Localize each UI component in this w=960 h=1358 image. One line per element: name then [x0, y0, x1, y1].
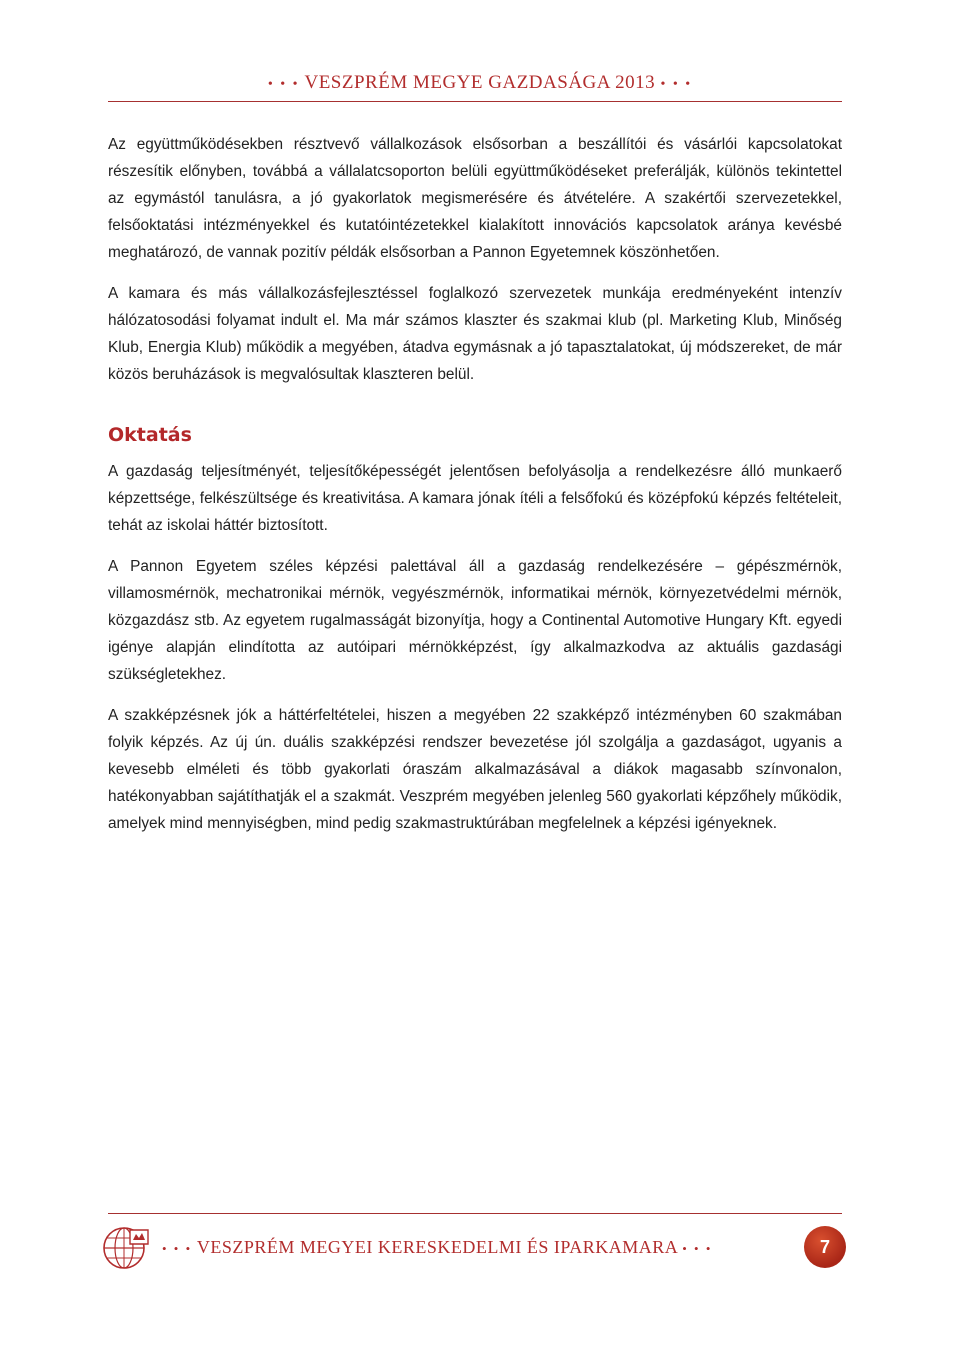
footer-dots-left: • • •	[162, 1241, 193, 1256]
header-dots-left: • • •	[267, 77, 300, 92]
header-dots-right: • • •	[660, 77, 693, 92]
header-title: VESZPRÉM MEGYE GAZDASÁGA 2013	[304, 72, 656, 93]
section-paragraph-3: A szakképzésnek jók a háttérfeltételei, hiszen a megyében 22 szakképző intézményben 60 szakmában folyik képzés. Az új ún. duális szakképzési rendszer bevezetése jól szolgálja a gazdaságot, ugyanis a kevesebb elméleti és több gyakorlati óraszám alkalmazásával a diákok magasabb színvonalon, hatékonyabban sajátíthatják el a szakmát. Veszprém megyében jelenleg 560 gyakorlati képzőhely működik, amelyek mind mennyiségben, mind pedig szakmastruktúrában megfelelnek a képzési igényeknek.	[108, 707, 842, 832]
footer-organization	[162, 1237, 712, 1258]
page-number: 7	[819, 1236, 830, 1257]
section-paragraph-1: A gazdaság teljesítményét, teljesítőképességét jelentősen befolyásolja a rendelkezésre álló munkaerő képzettsége, felkészültsége és kreativitása. A kamara jónak ítéli a felsőfokú és középfokú képzés feltételeit, tehát az iskolai háttér biztosított.	[108, 463, 842, 534]
page-body	[108, 131, 842, 851]
section-heading-oktatas: Oktatás	[108, 424, 192, 446]
footer-divider	[108, 1213, 842, 1214]
footer-org-name: VESZPRÉM MEGYEI KERESKEDELMI ÉS IPARKAMARA	[196, 1237, 678, 1257]
footer-dots-right: • • •	[682, 1241, 713, 1256]
section-paragraph-2: A Pannon Egyetem széles képzési palettával áll a gazdaság rendelkezésére – gépészmérnök, villamosmérnök, mechatronikai mérnök, vegyészmérnök, informatikai mérnök, környezetvédelmi mérnök, közgazdász stb. Az egyetem rugalmasságát bizonyítja, hogy a Continental Automotive Hungary Kft. egyedi igénye alapján elindította az autóipari mérnökképzést, így alkalmazkodva az aktuális gazdasági szükségletekhez.	[108, 558, 842, 683]
body-paragraph-1: Az együttműködésekben résztvevő vállalkozások elsősorban a beszállítói és vásárlói kapcsolatokat részesítik előnyben, továbbá a vállalatcsoporton belüli együttműködéseket preferálják, különös tekintettel az egymástól tanulásra, a jó gyakorlatok megismerésére és átvételére. A szakértői szervezetekkel, felsőoktatási intézményekkel és kutatóintézetekkel kialakított innovációs kapcsolatok aránya kevésbé meghatározó, de vannak pozitív példák elsősorban a Pannon Egyetemnek köszönhetően.	[108, 136, 842, 261]
header-divider	[108, 101, 842, 102]
running-header	[0, 72, 960, 94]
page-number-badge	[804, 1226, 846, 1268]
body-paragraph-2: A kamara és más vállalkozásfejlesztéssel foglalkozó szervezetek munkája eredményeként intenzív hálózatosodási folyamat indult el. Ma már számos klaszter és szakmai klub (pl. Marketing Klub, Minőség Klub, Energia Klub) működik a megyében, átadva egymásnak a jó tapasztalatokat, új módszereket, de már közös beruházások is megvalósultak klaszteren belül.	[108, 285, 842, 383]
chamber-globe-logo-icon	[100, 1222, 152, 1274]
